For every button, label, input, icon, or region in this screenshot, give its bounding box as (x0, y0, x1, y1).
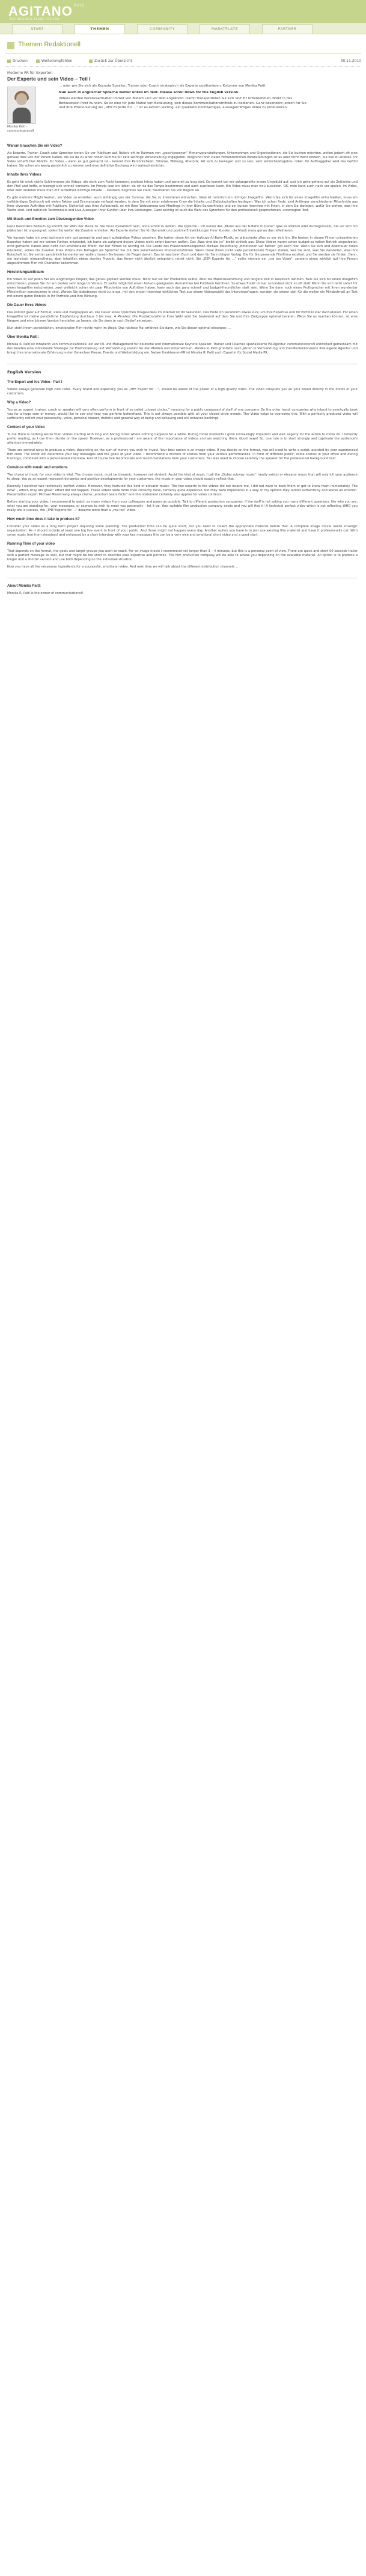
english-version-label: English Version (7, 370, 41, 375)
site-tagline: THE BUSINESS PLACE FOR YOU (10, 18, 60, 21)
section-heading: How much time does it take to produce it? (7, 518, 80, 521)
print-icon (7, 60, 11, 63)
paragraph: Als Experte, Trainer, Coach oder Sprecher treten Sie vor Publikum auf. Relativ oft im Rahmen von „geschlossenen“ Firmenveranstaltungen, Unternehmen und Organisationen, die Sie buchen möchten, wollen jedoch oft eine genaue Idee von der Person haben, die sie da zu einer hohen Summe für eine wichtige Veranstaltung engagieren. Aufgrund Ihrer vielen Firmenterminen-Veranstaltungen ist es aber nicht mehr einfach, Sie live zu erleben. Ihr Video schafft hier Abhilfe. Ihr Video – wenn es gut gemacht ist – kommt Ihre Persönlichkeit, Stimme, Wirkung, Rhetorik, Art sich zu bewegen und zu sein, sehr wirklichkeitsgetreu rüber. Ihr Auftraggeber wird das Gefühl haben, Sie schon ein wenig persönlich zu kennen und eine definitive Buchung wird wahrscheinlicher. (7, 151, 358, 168)
paragraph: Now you have all the necessary ingredients for a successful, emotional video. And next time we will talk about the different distribution channels ... (7, 565, 239, 569)
paragraph: To me there is nothing worse than videos starting with long and boring intros where nothing happens for a while. During those moments I grow increasingly impatient and wait eagerly for the action to move on. I honestly prefer reading, as I can then decide on the speed. However, as a professional I am aware of the importance of videos and am watching them. Good news! So, one rule is to start strongly and captivate the audience's attention immediately. (7, 433, 358, 445)
section-icon (7, 42, 14, 49)
paragraph: There are several ways to produce a video, depending on the sum of money you wish to invest. Your best option is an image video. If you decide on the format, you will need to write a script, assisted by your experienced film crew. The script will determine your key messages and the goals of your video. I recommend a mixture of scenes from your various performances, in front of different public, some scenes in your office and during trainings, combined with a personalized interview. And of course live testimonials and recommendations from your customers. You also need to choose carefully the speaker for the professional background text. (7, 448, 358, 460)
recommend-link[interactable] (36, 59, 72, 63)
section-heading: Running Time of your video (7, 542, 55, 546)
article-headline: Der Experte und sein Video – Teil I (7, 76, 91, 82)
section-heading: Warum brauchen Sie ein Video? (7, 144, 63, 148)
section-heading: Mit Musik und Emotion zum Überzeugenden Video (7, 218, 94, 221)
site-header (0, 0, 366, 23)
english-note: Nun auch in englischer Sprache weiter unten im Text. Please scroll down for the English version. (59, 90, 240, 94)
intro-text: ... oder wie Sie sich als Keynote Speaker, Trainer oder Coach strategisch als Experte positionieren. Kolumne von Monika Paitl. Nun auch in englischer Sprache weiter unten im Text. Please scroll down for the English version. Videos werden bereisreermaßen immer von Bildern und vor Text angeklickt. Damit transportieren Sie sich und Ihr Unternehmen direkt in das Bewusstsein Ihrer Kunden. So ist eine für jede Marke von Bedeutung, sich dieses Kommunikationsmittels zu bedienen. Ganz besonders jedoch für Sie und Ihre Positionierung als „DER Experte für ...“ ist es extrem wichtig, ein qualitativ hochwertiges, aussagekräftiges Video zu produzieren. (59, 84, 311, 112)
paragraph: Es gibt mehrere Möglichkeiten, ein Video zu erstellen, auch abhängig von der Summe, die Sie zu investieren wünschen. Ideal ist natürlich ein richtiger Imagefilm. Wenn Sie sich für einen Imagefilm entschließen, muss ein vollständiges Drehbuch mit vielen Fakten und Dramaturgie verfasst werden, in dem Sie mit einer erfahrenen Crew die Inhalte und Zielbotschaften festlegen. Was ich schon finde, sind Anfänger verschiedener Mitschnitte aus Ihrer diversen Auftritten mit Publikum. Sicherlich aus ihrer Aufbauwelt, es mit Ihrer Webcamera und Meetings in Ihrer Büro-Sonderfinden und ein kurzes Interview mit Ihnen, in dem Sie darlegen, wofür Sie stehen, was Ihre Werte sind. Und natürlich Testimonials und Live-Aussagen Ihrer Kunden über Ihre Leistungen. Ganz wichtig ist auch die Wahl des Sprechers für den professionell gesprochenen, unterlegten Text. (7, 196, 358, 212)
tab-marktplatz[interactable]: MARKTPLATZ (200, 24, 250, 34)
section-heading: Convince with music and emotions (7, 466, 68, 470)
article-toolbar (5, 58, 361, 67)
paragraph: Recently I watched two technically perfect videos. However, they featured this kind of elevator music. The two experts in the videos did not inspire me, I did not want to book them or get to know them immediately. The wow! „ effect, they are great“ effect did not happen. These videos were more than correctly done, certainly quite expensive, but they were impersonal in a way. In my opinion they lacked authenticity and above all emotion. Presentation expert Michael Messitnang always claims „emotion beats facts“ and this statement certainly also applies for video contents. (7, 485, 358, 497)
paragraph: The choice of music for your video is vital. The chosen music must be dynamic, however not strident. Avoid the kind of music I call the „Dubai subway music“ (really exists) or elevator music that will only lull your audience to sleep. You as an expert represent dynamics and positive developments for your customers, the music in your video should exactly reflect that. (7, 473, 358, 481)
paragraph: Es geht für mich nichts Schlimmeres als Videos, die nicht zum Punkt kommen, endlose Intros haben und generell zu lang sind. Da kommt bei mir gelangweilte innere Ungeduld auf, und ich gehe gehend auf die Zeitleiste und den Pfeil und hoffe, er bewegt sich schnell vorwärts. Im Prinzip lese ich lieber, da ich da das Tempo bestimmen und auch querlesen kann. Ein Video muss man frau aussitzen. OK, man kann auch nach vor spulen. Im Video, über dem anderen muss man mit Sicherheit wichtige Inhalte ... Deshalb, beginnen Sie stark, faszinieren Sie von Beginn an. (7, 180, 358, 192)
section-heading: Herstellungszeitraum (7, 271, 44, 274)
paragraph: Vor kurzem habe ich zwei technisch sehr gut gemachte und auch aufwändige Videos gesehen. Die hatten diese Art der Aufzugs-/U-Bahn-Musik, es plätscherte alles so vor sich hin. Die besten in diesen Filmen präsentierten Experten haben bei mir keinen Funken entzündet, ich hatte sie aufgrund dieses Videos nicht sofort buchen wollen. Das „Was sind die ist“ bleibt einfach aus. Diese Videos waren schon budget-so hohen Betrich angestzetzt, echt gemacht, haben aber nicht den emotionalen Effekt, der her Filmen so wichtig ist. Die Grede des Präsentationsexperten Michael Messitnang „Emotionen vor Fakten“ gilt auch hier. Wenn Sie sich und Abenteuer Video einstellen, sollen die Zuseher Ihres Videos Ihre Botlagen als Sprecher Sie mit den verschiedenen Produktionsfirmen. Wenn diese Ihnen nicht viele persönlichste Fragen stellen, wer Sie sind, was Sie darstellen, was Ihre Botschaft ist, Sie vertier persönlich kennenlernen wollen, lassen Sie besser die Finger davon. Das ist was beim Buch und dem für Sie richtigen Verlag. Die für Sie passende Filmfirma existiert und Sie werden sie finden. Denn, ein technisch einwandfreies, aber inhaltlich etwas steriles Produkt, das Ihrem nicht ähnlich entspricht, reicht nicht. Sie „DER Experte für ...“ sollte niemals ein „nie too Video“, sondern einen wirklich auf Ihre Person abgestimmten Film mit Charakter bekommen. (7, 236, 358, 265)
beta-badge: beta (73, 4, 85, 8)
tab-themen[interactable]: THEMEN (75, 24, 125, 34)
print-label: Drucken (13, 59, 28, 63)
paragraph: Nun steht Ihrem persönlichen, emotionalen Film nichts mehr im Wege. Das nächste Mal erfahren Sie dann, wie Sie diesen optimal einsetzen. ... (7, 326, 231, 330)
article (7, 71, 359, 599)
paragraph: Ganz besonders Bedeutung kommt der Wahl der Musik zu. Sie muss dynamisch sein, ohne schrill zu wirken. Die typische – ich nenne das „Musik aus der U-Bahn in Dubai“ lgäe es wirklich oder Aufzugsmusik„ die vor sich hin plätschert ist ungeeignet, sollen Sie weiter die Zuseher erstellen. Als Experte stehen Sie für Dynamik und positive Entwicklungen Ihrer Kunden, die Musik muss genau das reflektieren. (7, 225, 358, 233)
article-date: 30.11.2010 (340, 59, 361, 63)
site-logo[interactable]: AGITANO $^{beta}$ (8, 4, 85, 19)
section-heading: Über Monika Paitl: (7, 335, 39, 339)
tab-start[interactable]: START (12, 24, 63, 34)
paragraph: You as an expert, trainer, coach or speaker will very often perform in front of so called „closed circles,“ meaning for a public composed of staff of one company. On the other hand, companies who intend to eventually book you for a huge sum of money, would like to see and hear you perform beforehand. This is not always possible with all your closed circle events. The Video helps to overcome this. With a perfectly produced video will sufficiently reflect your personality, voice, personal impact, rhetoric and general way of being and behaving and will enhance bookings. (7, 408, 358, 420)
author-photo (7, 87, 36, 124)
paragraph: Monika R. Paitl is the owner of communications9 (7, 592, 83, 595)
tab-community[interactable]: COMMUNITY (137, 24, 188, 34)
paragraph: Before starting your video, I recommend to watch as many videos from your colleagues and peers as possible. Talk to different production companies. If the staff is not asking you many different questions, like who you are, what you are standing for, your messages, or express to wish to meet you personally – let it be. Your suitable film production company exists and you will find it! A technical perfect video which is not reflecting WHO you really are is useless. You „THE Experts for ...“ deserve more than a „me too“ video. (7, 500, 358, 512)
paragraph: That depends on the format, the goals and target groups you want to reach. For an image movie I recommend not longer than 3 – 4 minutes, but this is a personal point of view. There are quick and short 90 seconds trailer with a perfect message as well, but that might be too short to describe your expertise and portfolio. The film production company will be able to advise you depending on the available material. An option is to produce a longer and a shorter version and use both depending on the individual situation. (7, 549, 358, 561)
section-title-bar (5, 40, 361, 54)
section-heading: About Monika Paitl: (7, 584, 41, 588)
section-heading: The Expert and his Video– Part I (7, 381, 63, 384)
paragraph: Monika R. Paitl ist Inhaberin von communications9, ein auf PR und Management für deutsche und internationale Keynote Speaker, Trainer und Coaches spezialisierte PR-Agentur. communications9 entwickelt gemeinsam mit den Kunden eine individuelle Strategie zur Positionierung und Vermarktung sowohl bei den Medien und Unternehmen. Monika R. Paitl gründete nach Jahren in Vermarktung und Ziel-Medienkonzerne ihre eigene Agentur und bringt ihre internationale Erfahrung in den Bereichen Presse, Events und Weiterbildung ein. Neben Ihrakteuren-PR ist Monika R. Paitl auch Expertin für Social Media PR. (7, 343, 358, 355)
section-heading: Die Dauer Ihres Videos (7, 304, 47, 307)
article-kicker: Moderne PR für Experten (7, 71, 53, 75)
back-label: Zurück zur Übersicht (94, 59, 132, 63)
paragraph: Videos always generate high click rates. Every brand and especially you as „THE Expert for ...“, should be aware of the power of a high quality video. The video catapults you an your brand directly in the minds of your customers. (7, 388, 358, 396)
back-icon (89, 60, 93, 63)
section-heading: Why a Video? (7, 401, 31, 405)
section-heading: Inhalte Ihres Videos (7, 173, 41, 177)
paragraph: Consider your video as a long term project requiring some planning. The production time can be quite short, but you need to collect the appropriate material before that. A complete image movie needs strategic organization. As it should include at least one big live event in front of your public. And those might not happen every day. Another option you have is to just use existing film material and have it professionally cut. With some music (not from elevators) and enhanced by a short interview with your key messages this can be a very nice and emotional short video and a good start. (7, 525, 358, 537)
article-intro (7, 84, 359, 139)
recommend-label: Weiterempfehlen (41, 59, 73, 63)
tab-partner[interactable]: PARTNER (262, 24, 313, 34)
section-heading: Content of your Video (7, 426, 45, 429)
paragraph: Das kommt ganz auf Format, Ziele und Zielgruppen an. Die Dauer eines typischen Imagevideos im Internet ist 90 Sekunden. Das finde ich persönlich etwas kurz, um Ihre Expertise und Ihr Portfolio klar darzustellen. Für einen Imagefilm ist meine persönliche Empfehlung durchaus 3 bis max. 4 Minuten. Die Produktionsfirma Ihrer Wahl wird Sie basierend auf dem Sie und Ihre Zielgruppe optimal beraten. Wenn Sie es machen können, ist eine längere und eine kürzere Version herstellen zu lassen, die Sie dann je nach Bedarf einsetzen. (7, 311, 358, 323)
paragraph: Ein Video ist auf jeden Fall ein langfristiges Projekt, das genau geplant werden muss. Nicht nur sie der Produktion selbst. Aber die Materialsammlung und längere Zeit in Anspruch nehmen. Falls Sie sich für einen Imagefilm entschieden, planen Sie ihn am besten sehr lange im Voraus. Er sollte möglichst einen Auf-von geeigneten Aufnahmen bei Publikum berühren. So etwas findet immer zumindest nicht so oft statt Wenn Sie sich nicht sofort für einen Imagefilm entscheiden, zwei vielleicht schon ein paar Mitschnitte von Auftritten haben, kann auch das ganz schnell und budget-freundlicher statt sein. Wenn Sie dann noch einen Profisprecher mit Ihren wunderbar Mitschnitten konstruieren in sind. Warten Sie stattdessen nicht zu lange, mit den ersten Interview wirklichen Text aus einem Videoprojekt des Interviewsfragen, sondern sie setzen sich für die wollen ein Mindestmaß an Text mit einem guten Einblick in Ihr Portfolio und Ihre Wirkung. (7, 278, 358, 298)
article-body (7, 144, 358, 596)
main-nav (0, 23, 366, 34)
page-title: Themen Redaktionell (18, 41, 81, 48)
print-link[interactable] (7, 59, 28, 63)
back-link[interactable] (89, 59, 132, 63)
photo-caption: Monika Paitl - communications9 (7, 125, 34, 133)
mail-icon (36, 60, 40, 63)
